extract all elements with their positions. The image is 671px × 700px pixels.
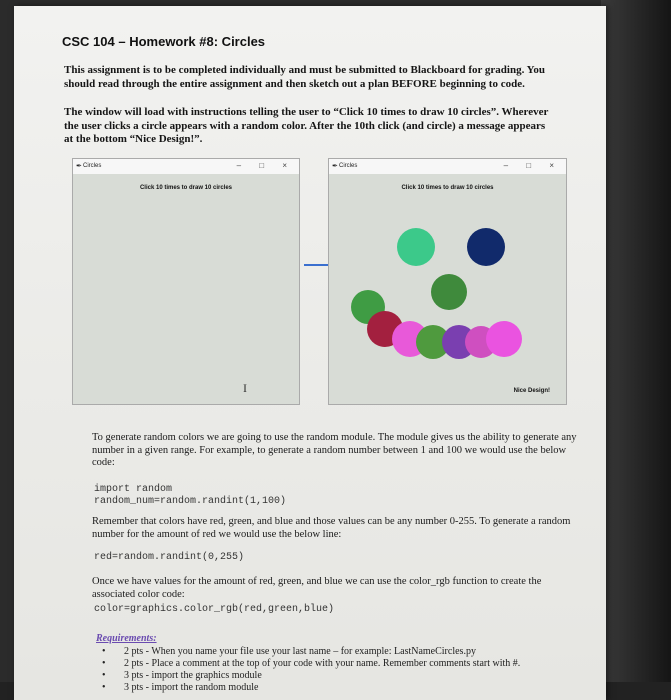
- example-window-before: [72, 158, 300, 405]
- page-title: CSC 104 – Homework #8: Circles: [62, 34, 266, 49]
- rgb-paragraph: Remember that colors have red, green, and blue and those values can be any number 0-255. To generate a random number for the amount of red we would use the below line:: [92, 516, 571, 540]
- color-rgb-paragraph: Once we have values for the amount of red, green, and blue we can use the color_rgb function to create the associated color code:: [92, 576, 542, 600]
- background-edge: [601, 0, 671, 700]
- window-title: Circles: [83, 163, 102, 169]
- list-item: • 3 pts - import the random module: [106, 682, 520, 694]
- window-titlebar: [73, 159, 299, 174]
- window-controls: – □ ×: [236, 161, 295, 170]
- requirements-heading: Requirements:: [96, 633, 157, 644]
- list-item: • 2 pts - Place a comment at the top of your code with your name. Remember comments start with #.: [106, 658, 520, 670]
- drawn-circle: [431, 274, 467, 310]
- code-color-rgb: color=graphics.color_rgb(red,green,blue): [94, 604, 335, 615]
- window-title: Circles: [339, 163, 358, 169]
- drawn-circle: [397, 228, 435, 266]
- list-item: • 2 pts - When you name your file use your last name – for example: LastNameCircles.py: [106, 646, 520, 658]
- feather-icon: ✒: [76, 163, 82, 170]
- code-red-random: red=random.randint(0,255): [94, 552, 245, 563]
- description-paragraph: The window will load with instructions telling the user to “Click 10 times to draw 10 circles”. Wherever the user clicks a circle appears with a random color. After the 10th click (and circle) a message appears at the bottom “Nice Design!”.: [64, 106, 549, 145]
- intro-paragraph: This assignment is to be completed individually and must be submitted to Blackboard for grading. You should read through the entire assignment and then sketch out a plan BEFORE beginning to code.: [64, 64, 546, 90]
- random-paragraph: To generate random colors we are going to use the random module. The module gives us the ability to generate any number in a given range. For example, to generate a random number between 1 and 100 we would use the below code:: [92, 432, 577, 468]
- requirements-list: [106, 646, 520, 694]
- list-item: • 3 pts - import the graphics module: [106, 670, 520, 682]
- code-import-random: import random random_num=random.randint(1,100): [94, 484, 287, 507]
- window-controls: – □ ×: [503, 161, 562, 170]
- document-page: [14, 6, 606, 700]
- window-instruction: Click 10 times to draw 10 circles: [139, 185, 233, 191]
- feather-icon: ✒: [332, 163, 338, 170]
- drawn-circle: [467, 228, 505, 266]
- text-cursor-icon: I: [243, 381, 247, 395]
- drawn-circle: [486, 321, 522, 357]
- arrow-icon: [304, 264, 330, 266]
- nice-design-message: Nice Design!: [513, 388, 550, 394]
- circle-drawing: [329, 159, 566, 404]
- example-window-after: [328, 158, 567, 405]
- window-instruction: Click 10 times to draw 10 circles: [401, 185, 494, 191]
